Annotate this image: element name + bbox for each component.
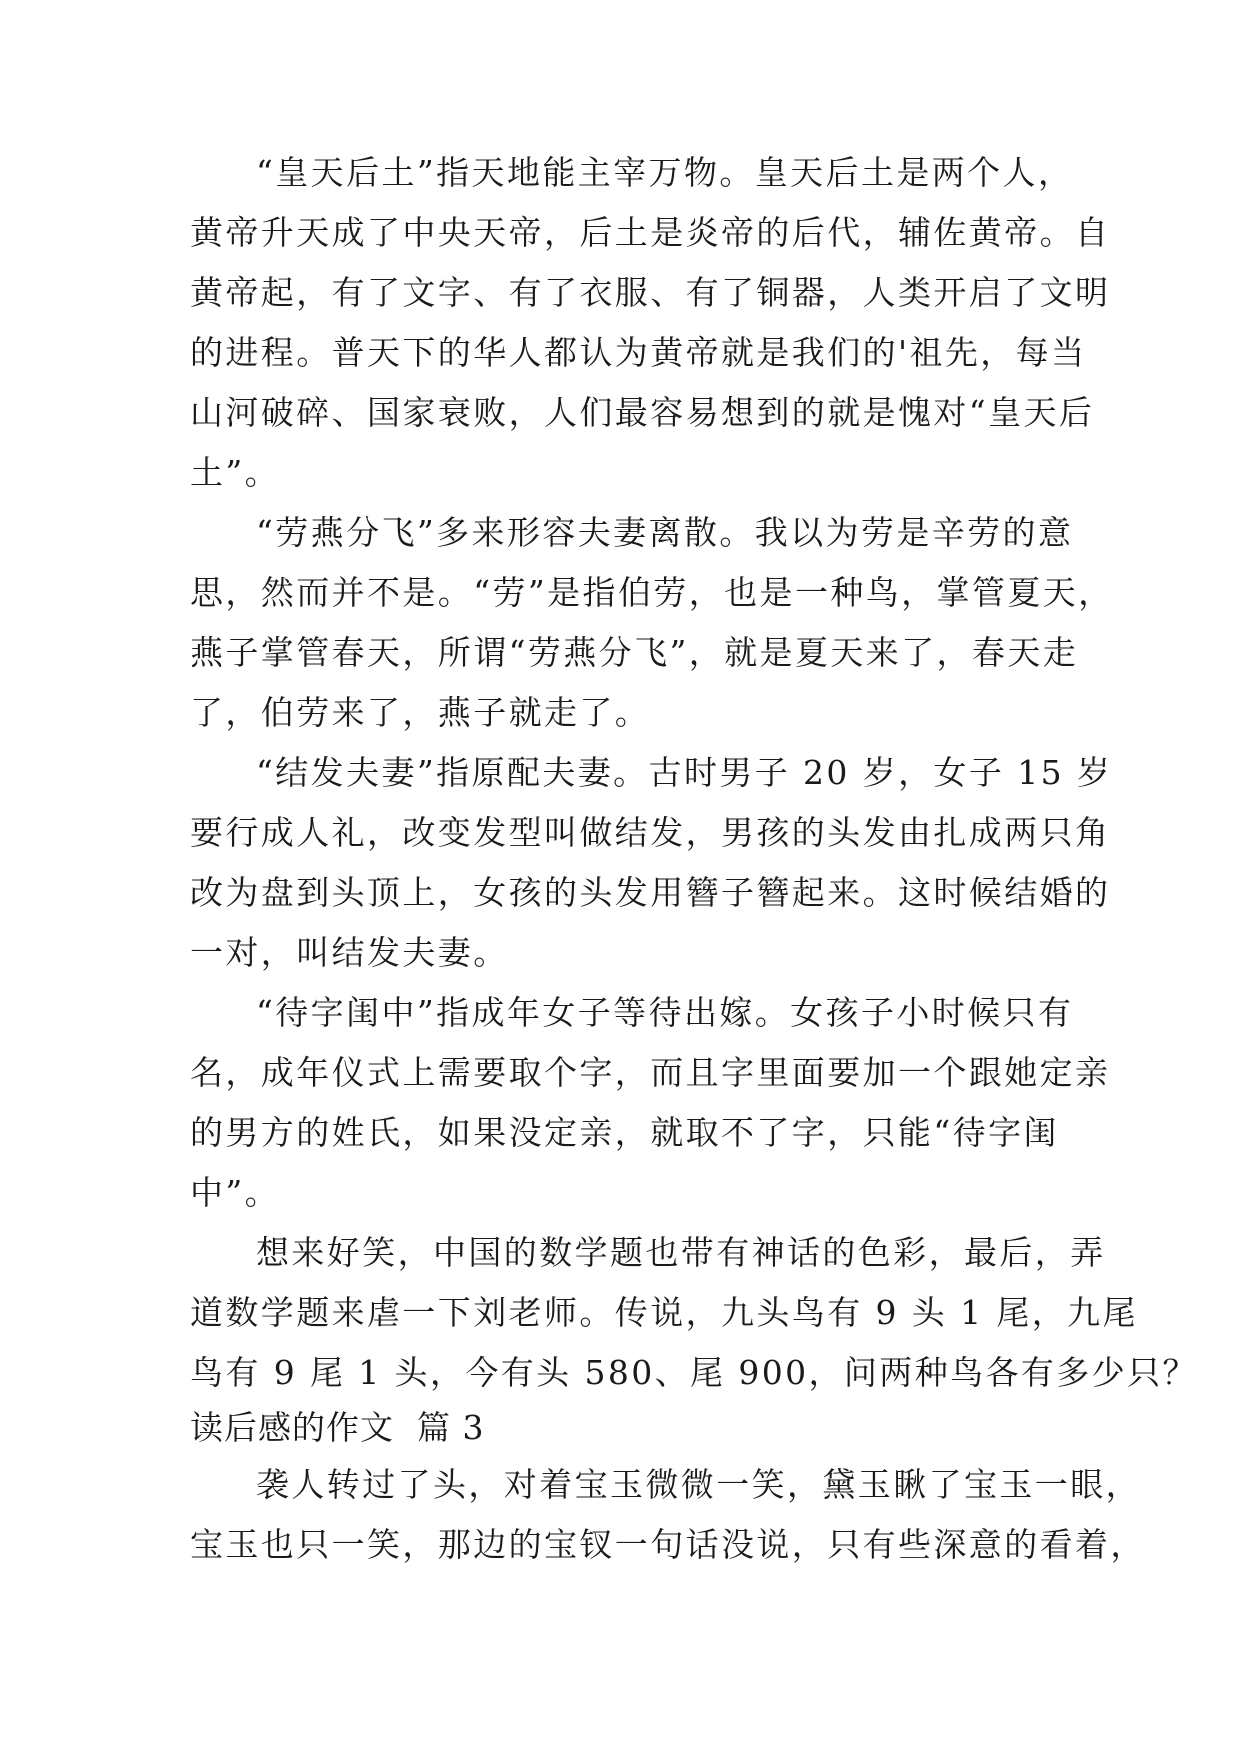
paragraph-line: 思，然而并不是。“劳”是指伯劳，也是一种鸟，掌管夏天， xyxy=(190,573,1114,612)
paragraph-line: 黄帝起，有了文字、有了衣服、有了铜器，人类开启了文明 xyxy=(190,273,1111,312)
section-heading: 读后感的作文 篇 3 xyxy=(190,1408,485,1447)
paragraph-line: 的男方的姓氏，如果没定亲，就取不了字，只能“待字闺 xyxy=(190,1113,1059,1152)
paragraph-line: 中”。 xyxy=(190,1173,281,1212)
paragraph-line: “劳燕分飞”多来形容夫妻离散。我以为劳是辛劳的意 xyxy=(256,513,1074,552)
paragraph-line: 一对，叫结发夫妻。 xyxy=(190,933,509,972)
paragraph-line: 宝玉也只一笑，那边的宝钗一句话没说，只有些深意的看着， xyxy=(190,1525,1146,1564)
paragraph-line: 改为盘到头顶上，女孩的头发用簪子簪起来。这时候结婚的 xyxy=(190,873,1111,912)
paragraph-line: “待字闺中”指成年女子等待出嫁。女孩子小时候只有 xyxy=(256,993,1074,1032)
paragraph-line: 道数学题来虐一下刘老师。传说，九头鸟有 9 头 1 尾，九尾 xyxy=(190,1293,1138,1332)
paragraph-line: 土”。 xyxy=(190,453,281,492)
paragraph-line: 名，成年仪式上需要取个字，而且字里面要加一个跟她定亲 xyxy=(190,1053,1111,1092)
paragraph-line: 要行成人礼，改变发型叫做结发，男孩的头发由扎成两只角 xyxy=(190,813,1111,852)
paragraph-line: “结发夫妻”指原配夫妻。古时男子 20 岁，女子 15 岁 xyxy=(256,753,1113,792)
paragraph-line: “皇天后土”指天地能主宰万物。皇天后土是两个人， xyxy=(256,153,1074,192)
paragraph-line: 燕子掌管春天，所谓“劳燕分飞”，就是夏天来了，春天走 xyxy=(190,633,1079,672)
paragraph-line: 想来好笑，中国的数学题也带有神话的色彩，最后，弄 xyxy=(256,1233,1106,1272)
paragraph-line: 黄帝升天成了中央天帝，后土是炎帝的后代，辅佐黄帝。自 xyxy=(190,213,1111,252)
paragraph-line: 了，伯劳来了，燕子就走了。 xyxy=(190,693,651,732)
paragraph-line: 鸟有 9 尾 1 头，今有头 580、尾 900，问两种鸟各有多少只？ xyxy=(190,1353,1198,1392)
paragraph-line: 山河破碎、国家衰败，人们最容易想到的就是愧对“皇天后 xyxy=(190,393,1095,432)
paragraph-line: 袭人转过了头，对着宝玉微微一笑，黛玉瞅了宝玉一眼， xyxy=(256,1465,1141,1504)
paragraph-line: 的进程。普天下的华人都认为黄帝就是我们的'祖先，每当 xyxy=(190,333,1087,372)
